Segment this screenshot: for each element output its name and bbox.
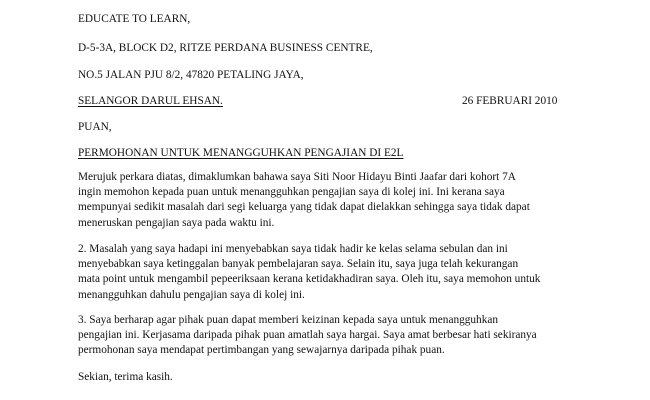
paragraph-3 (78, 313, 590, 359)
paragraph-line: ingin memohon kepada puan untuk menangguhkan pengajian saya di kolej ini. Ini kerana saya (78, 186, 505, 199)
salutation: PUAN, (78, 121, 112, 133)
paragraph-line: Merujuk perkara diatas, dimaklumkan bahawa saya Siti Noor Hidayu Binti Jaafar dari kohort 7A (78, 171, 516, 183)
letter-date: 26 FEBRUARI 2010 (462, 95, 558, 107)
paragraph-line: menangguhkan dahulu pengajian saya di kolej ini. (78, 288, 305, 301)
paragraph-line: permohonan saya mendapat pertimbangan yang sewajarnya daripada pihak puan. (78, 344, 445, 357)
paragraph-line: 2. Masalah yang saya hadapi ini menyebabkan saya tidak hadir ke kelas selama sebulan dan ini (78, 243, 508, 255)
paragraph-line: menyebabkan saya ketinggalan banyak pembelajaran saya. Selain itu, saya juga telah kekurangan (78, 258, 519, 271)
sender-line-1: EDUCATE TO LEARN, (78, 13, 191, 25)
paragraph-line: mata point untuk mengambil pepeeriksaan kerana ketidakhadiran saya. Oleh itu, saya memohon untuk (78, 273, 541, 286)
paragraph-line: 3. Saya berharap agar pihak puan dapat memberi keizinan kepada saya untuk menangguhkan (78, 314, 499, 326)
sender-line-2: D-5-3A, BLOCK D2, RITZE PERDANA BUSINESS CENTRE, (78, 42, 373, 54)
subject-line: PERMOHONAN UNTUK MENANGGUHKAN PENGAJIAN DI E2L (78, 147, 404, 159)
paragraph-1 (78, 170, 590, 231)
paragraph-2 (78, 242, 590, 303)
paragraph-line: meneruskan pengajian saya pada waktu ini. (78, 216, 275, 229)
paragraph-line: pengajian ini. Kerjasama daripada pihak puan amatlah saya hargai. Saya amat berbesar hati sekiranya (78, 329, 537, 342)
sender-line-4: SELANGOR DARUL EHSAN. (78, 95, 223, 107)
sender-line-3: NO.5 JALAN PJU 8/2, 47820 PETALING JAYA, (78, 69, 304, 81)
paragraph-line: mempunyai sedikit masalah dari segi keluarga yang tidak dapat dielakkan sehingga saya tidak dapat (78, 201, 530, 214)
closing: Sekian, terima kasih. (78, 371, 173, 383)
